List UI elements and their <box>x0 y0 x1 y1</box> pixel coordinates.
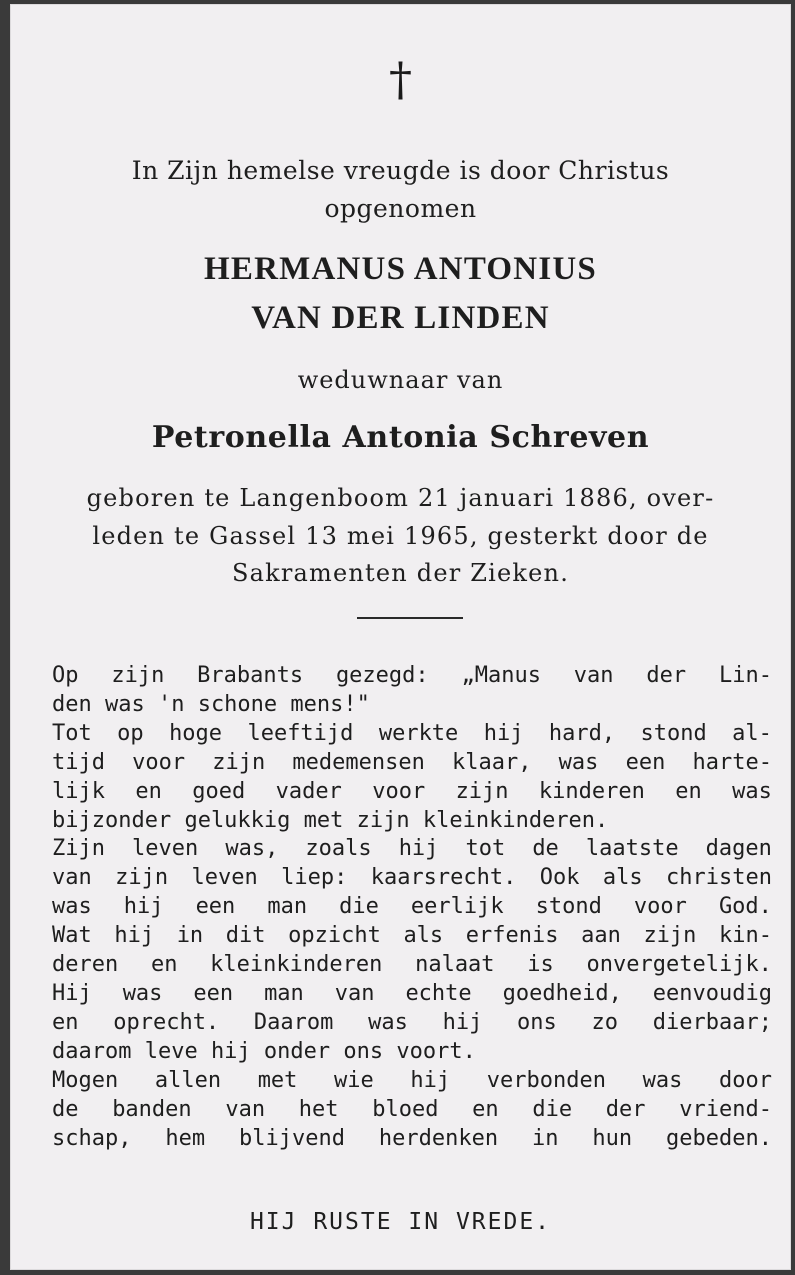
intro-line-2: opgenomen <box>324 194 477 223</box>
eulogy-text <box>52 662 772 1153</box>
eulogy-line: lijk en goed vader voor zijn kinderen en was <box>52 778 772 804</box>
bio-line-2: leden te Gassel 13 mei 1965, gesterkt door de <box>92 522 709 550</box>
spouse-name: Petronella Antonia Schreven <box>151 420 650 455</box>
eulogy-line: Mogen allen met wie hij verbonden was door <box>52 1067 772 1093</box>
eulogy-line: van zijn leven liep: kaarsrecht. Ook als christen <box>52 865 772 891</box>
eulogy-line: was hij een man die eerlijk stond voor God. <box>52 894 772 920</box>
eulogy-line: Zijn leven was, zoals hij tot de laatste dagen <box>52 836 772 862</box>
divider <box>357 617 463 619</box>
eulogy-line: de banden van het bloed en die der vriend- <box>52 1096 772 1122</box>
eulogy-line: daarom leve hij onder ons voort. <box>52 1038 476 1064</box>
eulogy-line: den was 'n schone mens!" <box>52 691 370 717</box>
eulogy-line: Wat hij in dit opzicht als erfenis aan zijn kin- <box>52 923 772 949</box>
eulogy-line: Hij was een man van echte goedheid, eenvoudig <box>52 980 772 1006</box>
eulogy-line: schap, hem blijvend herdenken in hun gebeden. <box>52 1125 772 1151</box>
bio-line-1: geboren te Langenboom 21 januari 1886, over- <box>86 484 715 512</box>
eulogy-line: tijd voor zijn medemensen klaar, was een harte- <box>52 749 772 775</box>
widower-label: weduwnaar van <box>297 366 504 394</box>
eulogy-line: Op zijn Brabants gezegd: „Manus van der Lin- <box>52 663 772 688</box>
deceased-name-line-2: VAN DER LINDEN <box>251 300 550 336</box>
cross-icon: † <box>389 52 412 106</box>
memorial-card <box>10 4 791 1270</box>
intro-line-1: In Zijn hemelse vreugde is door Christus <box>131 156 670 185</box>
eulogy-line: deren en kleinkinderen nalaat is onvergetelijk. <box>52 952 772 978</box>
bio-line-3: Sakramenten der Zieken. <box>231 559 570 587</box>
eulogy-line: Tot op hoge leeftijd werkte hij hard, stond al- <box>52 720 772 746</box>
deceased-name-line-1: HERMANUS ANTONIUS <box>204 251 597 287</box>
eulogy-line: en oprecht. Daarom was hij ons zo dierbaar; <box>52 1009 772 1035</box>
closing-line: HIJ RUSTE IN VREDE. <box>249 1209 552 1235</box>
eulogy-line: bijzonder gelukkig met zijn kleinkinderen. <box>52 807 609 833</box>
